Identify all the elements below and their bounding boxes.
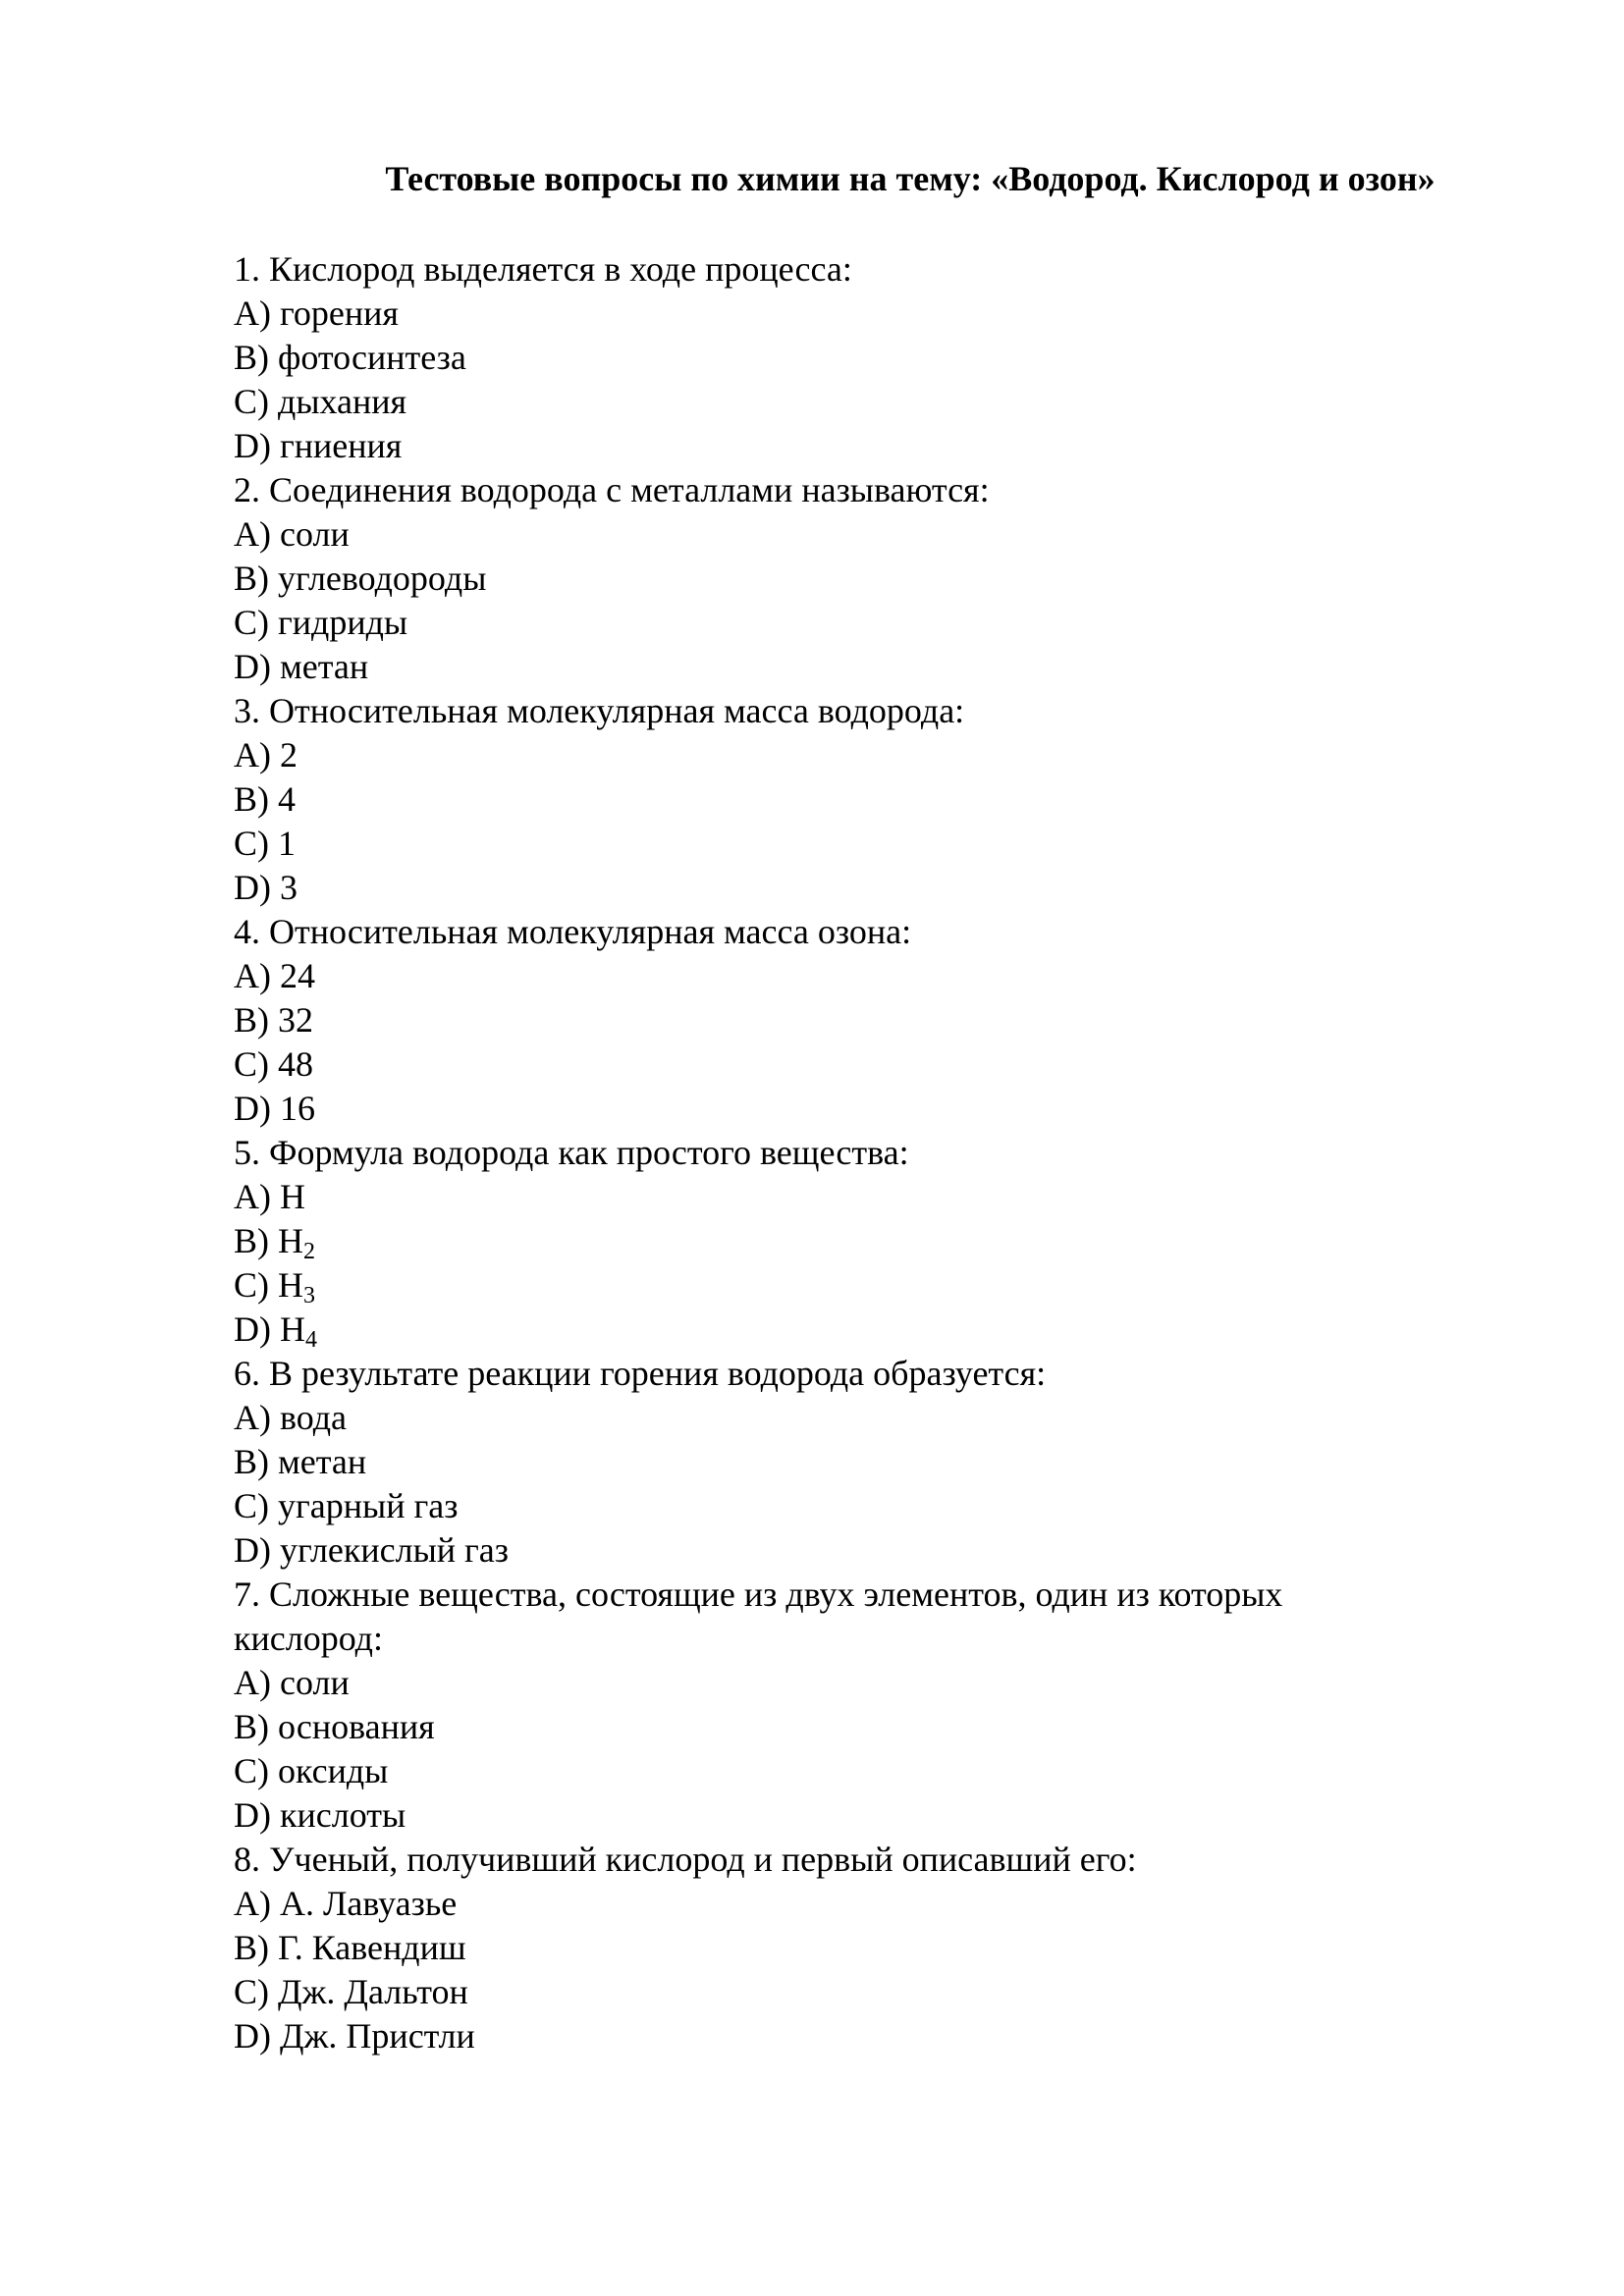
option-b xyxy=(234,998,1432,1042)
option-a xyxy=(234,1882,1432,1926)
option-a xyxy=(234,954,1432,998)
option-d xyxy=(234,1308,1432,1352)
option-b xyxy=(234,1705,1432,1749)
option-d xyxy=(234,645,1432,689)
option-text: углеводороды xyxy=(278,559,487,598)
option-a xyxy=(234,1396,1432,1440)
option-c xyxy=(234,1749,1432,1793)
question-text: 5. Формула водорода как простого вещества: xyxy=(234,1133,909,1172)
formula-text: H xyxy=(278,1265,303,1305)
option-text: вода xyxy=(280,1398,348,1437)
option-letter: C) xyxy=(234,382,278,421)
option-text: оксиды xyxy=(278,1751,389,1790)
option-letter: C) xyxy=(234,1972,278,2011)
option-letter: C) xyxy=(234,1751,278,1790)
option-text: 2 xyxy=(280,735,298,774)
option-letter: D) xyxy=(234,647,280,686)
option-text: фотосинтеза xyxy=(278,338,466,377)
question-text: 8. Ученый, получивший кислород и первый описавший его: xyxy=(234,1840,1137,1879)
question-4 xyxy=(234,910,1432,1131)
option-c xyxy=(234,1484,1432,1528)
option-text: А. Лавуазье xyxy=(280,1884,458,1923)
option-c xyxy=(234,1970,1432,2014)
quiz-list xyxy=(234,247,1432,2058)
option-letter: D) xyxy=(234,1795,280,1835)
question-text: 6. В результате реакции горения водорода образуется: xyxy=(234,1354,1047,1393)
option-b xyxy=(234,1926,1432,1970)
formula-subscript: 3 xyxy=(303,1283,315,1308)
option-b xyxy=(234,557,1432,601)
question-text: 4. Относительная молекулярная масса озона: xyxy=(234,912,912,951)
option-letter: B) xyxy=(234,1221,278,1260)
option-text: гидриды xyxy=(278,603,408,642)
option-text: основания xyxy=(278,1707,435,1746)
formula-subscript: 2 xyxy=(303,1239,315,1264)
option-letter: D) xyxy=(234,1530,280,1570)
option-letter: D) xyxy=(234,2016,280,2056)
option-letter: A) xyxy=(234,294,280,333)
option-text: Дж. Пристли xyxy=(280,2016,475,2056)
option-letter: B) xyxy=(234,338,278,377)
option-text: метан xyxy=(278,1442,367,1481)
option-letter: B) xyxy=(234,1928,278,1967)
option-d xyxy=(234,1087,1432,1131)
option-b xyxy=(234,1440,1432,1484)
option-letter: B) xyxy=(234,779,278,819)
option-letter: A) xyxy=(234,1177,280,1216)
question-8 xyxy=(234,1838,1432,2058)
option-letter: A) xyxy=(234,514,280,554)
option-text: соли xyxy=(280,514,350,554)
question-5 xyxy=(234,1131,1432,1352)
option-d xyxy=(234,866,1432,910)
option-d xyxy=(234,424,1432,468)
option-letter: B) xyxy=(234,1707,278,1746)
option-letter: D) xyxy=(234,868,280,907)
question-3 xyxy=(234,689,1432,910)
option-letter: D) xyxy=(234,426,280,465)
option-text: углекислый газ xyxy=(280,1530,509,1570)
option-a xyxy=(234,292,1432,336)
option-letter: A) xyxy=(234,735,280,774)
option-text: дыхания xyxy=(278,382,407,421)
option-letter: C) xyxy=(234,824,278,863)
question-text: 1. Кислород выделяется в ходе процесса: xyxy=(234,249,852,289)
formula-subscript: 4 xyxy=(305,1327,317,1353)
option-letter: A) xyxy=(234,1398,280,1437)
question-6 xyxy=(234,1352,1432,1573)
document-title: Тестовые вопросы по химии на тему: «Водород. Кислород и озон» xyxy=(385,159,1435,198)
option-text: 32 xyxy=(278,1000,313,1040)
option-letter: B) xyxy=(234,559,278,598)
option-d xyxy=(234,1528,1432,1573)
option-letter: C) xyxy=(234,1486,278,1525)
option-text: Дж. Дальтон xyxy=(278,1972,468,2011)
question-7 xyxy=(234,1573,1432,1838)
option-text: метан xyxy=(280,647,369,686)
option-letter: C) xyxy=(234,1044,278,1084)
option-text: 16 xyxy=(280,1089,315,1128)
option-c xyxy=(234,601,1432,645)
option-b xyxy=(234,1219,1432,1263)
option-d xyxy=(234,1793,1432,1838)
question-text: 2. Соединения водорода с металлами называются: xyxy=(234,470,990,509)
option-letter: C) xyxy=(234,1265,278,1305)
question-2 xyxy=(234,468,1432,689)
option-a xyxy=(234,733,1432,777)
option-d xyxy=(234,2014,1432,2058)
option-text: 3 xyxy=(280,868,298,907)
option-text: гниения xyxy=(280,426,403,465)
option-text: 1 xyxy=(278,824,296,863)
question-1 xyxy=(234,247,1432,468)
option-text: 24 xyxy=(280,956,315,995)
option-letter: A) xyxy=(234,956,280,995)
option-letter: A) xyxy=(234,1663,280,1702)
option-letter: C) xyxy=(234,603,278,642)
option-text: Г. Кавендиш xyxy=(278,1928,466,1967)
option-a xyxy=(234,512,1432,557)
formula-text: H xyxy=(278,1221,303,1260)
question-text: 3. Относительная молекулярная масса водорода: xyxy=(234,691,965,730)
option-c xyxy=(234,380,1432,424)
option-c xyxy=(234,1263,1432,1308)
option-text: 48 xyxy=(278,1044,313,1084)
option-b xyxy=(234,336,1432,380)
option-text: 4 xyxy=(278,779,296,819)
option-text: соли xyxy=(280,1663,350,1702)
option-text: горения xyxy=(280,294,399,333)
formula-text: H xyxy=(280,1177,305,1216)
option-letter: B) xyxy=(234,1000,278,1040)
option-letter: D) xyxy=(234,1309,280,1349)
option-text: кислоты xyxy=(280,1795,406,1835)
option-letter: A) xyxy=(234,1884,280,1923)
option-letter: D) xyxy=(234,1089,280,1128)
formula-text: H xyxy=(280,1309,305,1349)
option-text: угарный газ xyxy=(278,1486,459,1525)
option-b xyxy=(234,777,1432,822)
option-a xyxy=(234,1661,1432,1705)
option-letter: B) xyxy=(234,1442,278,1481)
option-c xyxy=(234,822,1432,866)
option-c xyxy=(234,1042,1432,1087)
option-a xyxy=(234,1175,1432,1219)
question-text: 7. Сложные вещества, состоящие из двух элементов, один из которых кислород: xyxy=(234,1575,1283,1658)
